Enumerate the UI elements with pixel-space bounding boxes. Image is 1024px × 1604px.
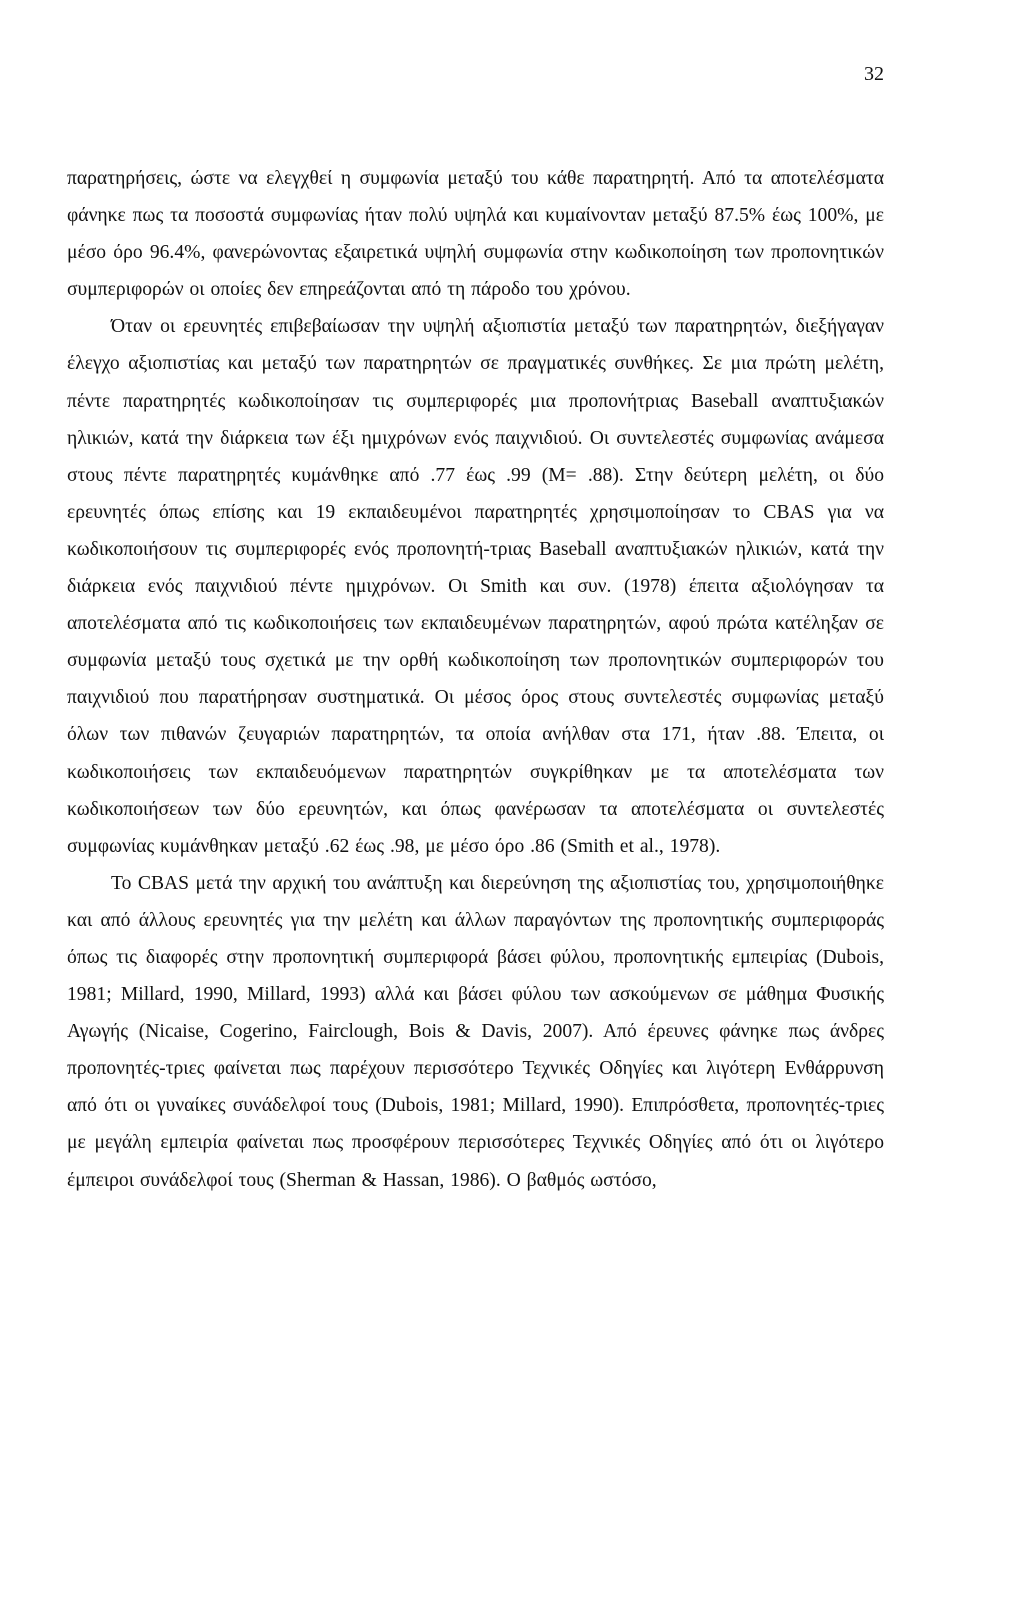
paragraph-cbas-usage: Το CBAS μετά την αρχική του ανάπτυξη και διερεύνηση της αξιοπιστίας του, χρησιμοποιήθηκε και από άλλους ερευνητές για την μελέτη και άλλων παραγόντων της προπονητικής συμπεριφοράς όπως τις διαφορές στην προπονητική συμπεριφορά βάσει φύλου, προπονητικής εμπειρίας (Dubois, 1981; Millard, 1990, Millard, 1993) αλλά και βάσει φύλου των ασκούμενων σε μάθημα Φυσικής Αγωγής (Nicaise, Cogerino, Fairclough, Bois & Davis, 2007). Από έρευνες φάνηκε πως άνδρες προπονητές-τριες φαίνεται πως παρέχουν περισσότερο Τεχνικές Οδηγίες και λιγότερη Ενθάρρυνση από ότι οι γυναίκες συνάδελφοί τους (Dubois, 1981; Millard, 1990). Επιπρόσθετα, προπονητές-τριες με μεγάλη εμπειρία φαίνεται πως προσφέρουν περισσότερες Τεχνικές Οδηγίες από ότι οι λιγότερο έμπειροι συνάδελφοί τους (Sherman & Hassan, 1986). Ο βαθμός ωστόσο, <box>67 872 884 1191</box>
body-text <box>67 160 884 1199</box>
paragraph-continuation: παρατηρήσεις, ώστε να ελεγχθεί η συμφωνία μεταξύ του κάθε παρατηρητή. Από τα αποτελέσματα φάνηκε πως τα ποσοστά συμφωνίας ήταν πολύ υψηλά και κυμαίνονταν μεταξύ 87.5% έως 100%, με μέσο όρο 96.4%, φανερώνοντας εξαιρετικά υψηλή συμφωνία στην κωδικοποίηση των προπονητικών συμπεριφορών οι οποίες δεν επηρεάζονται από τη πάροδο του χρόνου. <box>67 168 884 301</box>
page-number: 32 <box>864 63 884 85</box>
paragraph-reliability-studies: Όταν οι ερευνητές επιβεβαίωσαν την υψηλή αξιοπιστία μεταξύ των παρατηρητών, διεξήγαγαν έλεγχο αξιοπιστίας και μεταξύ των παρατηρητών σε πραγματικές συνθήκες. Σε μια πρώτη μελέτη, πέντε παρατηρητές κωδικοποίησαν τις συμπεριφορές μια προπονήτριας Baseball αναπτυξιακών ηλικιών, κατά την διάρκεια των έξι ημιχρόνων ενός παιχνιδιού. Οι συντελεστές συμφωνίας ανάμεσα στους πέντε παρατηρητές κυμάνθηκε από .77 έως .99 (M= .88). Στην δεύτερη μελέτη, οι δύο ερευνητές όπως επίσης και 19 εκπαιδευμένοι παρατηρητές χρησιμοποίησαν το CBAS για να κωδικοποιήσουν τις συμπεριφορές ενός προπονητή-τριας Baseball αναπτυξιακών ηλικιών, κατά την διάρκεια ενός παιχνιδιού πέντε ημιχρόνων. Οι Smith και συν. (1978) έπειτα αξιολόγησαν τα αποτελέσματα από τις κωδικοποιήσεις των εκπαιδευμένων παρατηρητών, αφού πρώτα κατέληξαν σε συμφωνία μεταξύ τους σχετικά με την ορθή κωδικοποίηση των προπονητικών συμπεριφορών του παιχνιδιού που παρατήρησαν συστηματικά. Οι μέσος όρος στους συντελεστές συμφωνίας μεταξύ όλων των πιθανών ζευγαριών παρατηρητών, τα οποία ανήλθαν στα 171, ήταν .88. Έπειτα, οι κωδικοποιήσεις των εκπαιδευόμενων παρατηρητών συγκρίθηκαν με τα αποτελέσματα των κωδικοποιήσεων των δύο ερευνητών, και όπως φανέρωσαν τα αποτελέσματα οι συντελεστές συμφωνίας κυμάνθηκαν μεταξύ .62 έως .98, με μέσο όρο .86 (Smith et al., 1978). <box>67 316 884 857</box>
